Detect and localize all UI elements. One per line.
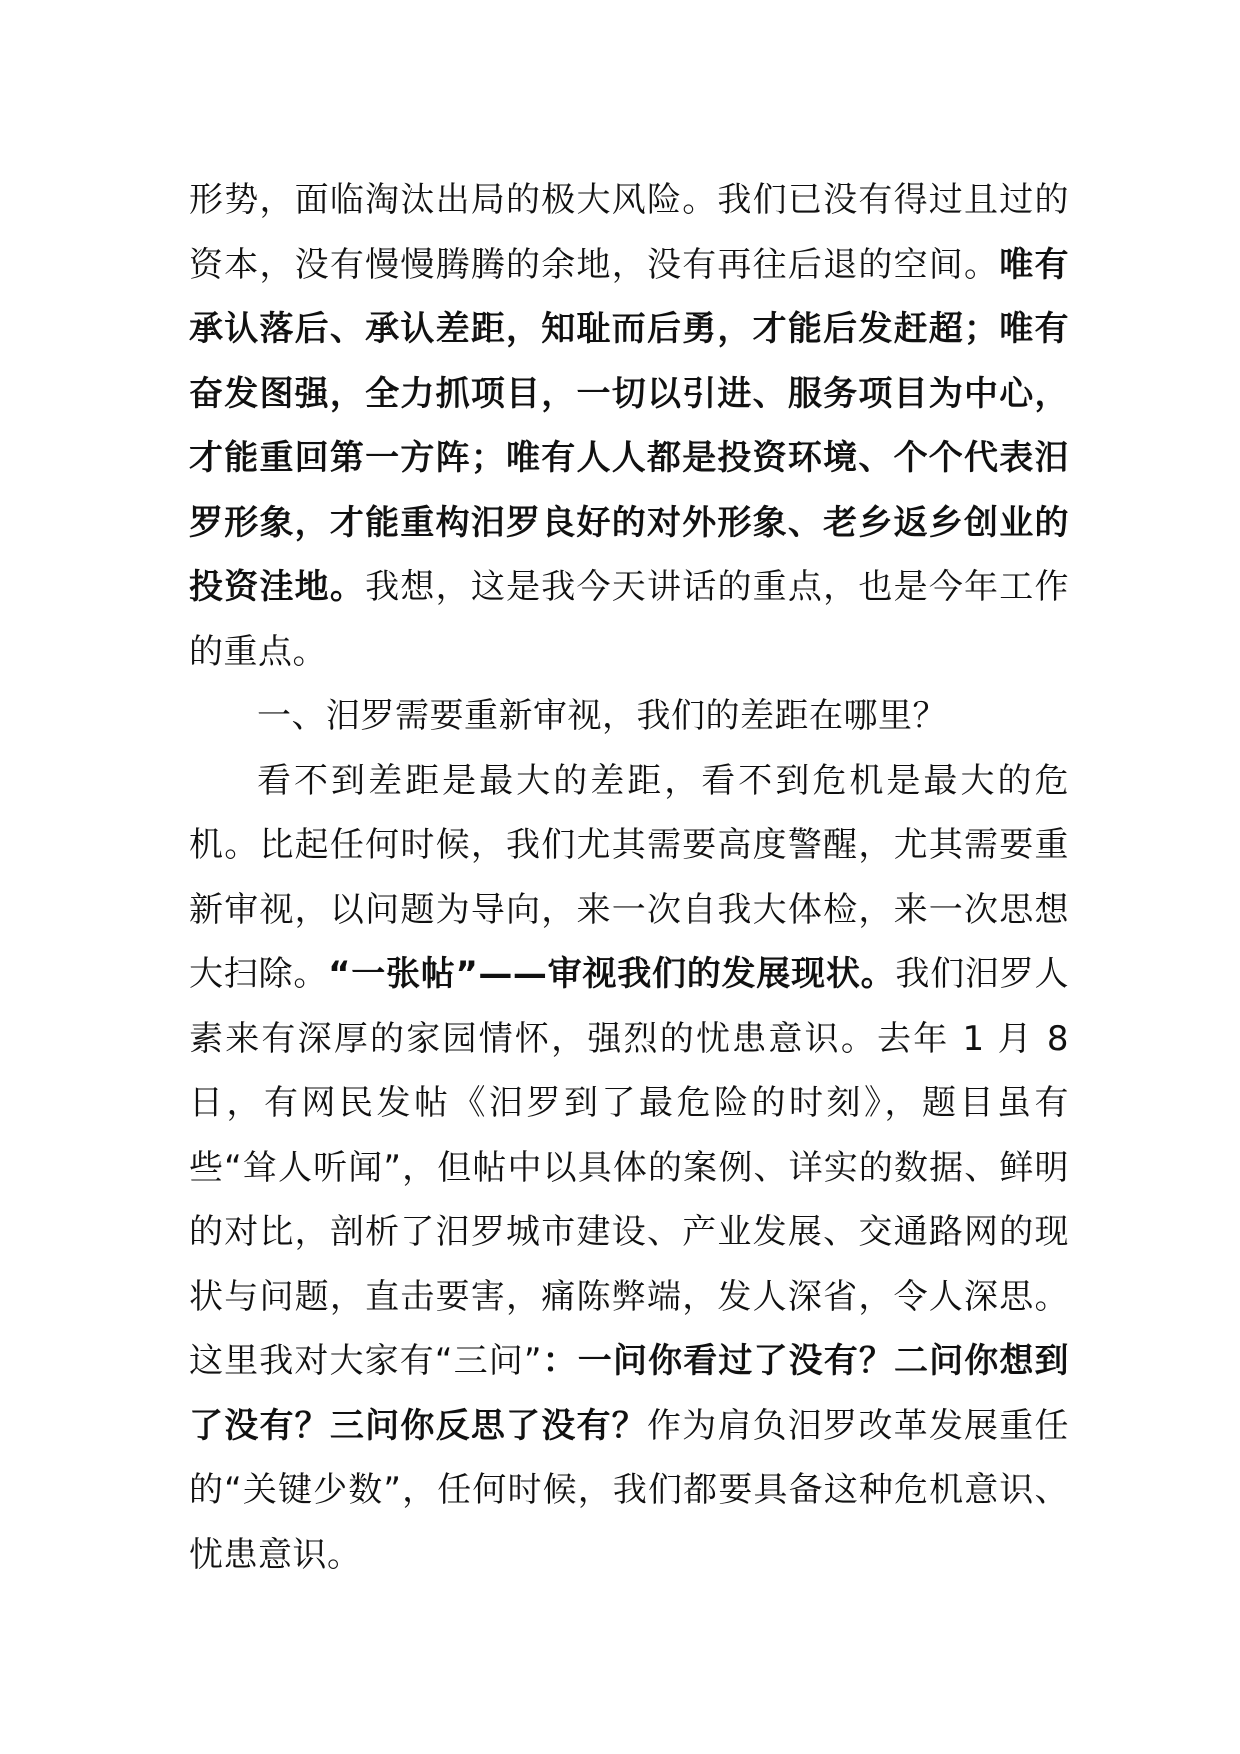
- paragraph: [189, 749, 1069, 1588]
- document-body: [189, 168, 1069, 1587]
- bold-emphasis-text: 唯有承认落后、承认差距，知耻而后勇，才能后发赶超；唯有奋发图强，全力抓项目，一切以引进、服务项目为中心，才能重回第一方阵；唯有人人都是投资环境、个个代表汨罗形象，才能重构汨罗良好的对外形象、老乡返乡创业的投资洼地。: [189, 244, 1070, 607]
- section-heading: 一、汨罗需要重新审视，我们的差距在哪里？: [257, 696, 947, 736]
- bold-emphasis-text: ：一问你看过了没有？二问你想到了没有？三问你反思了没有？: [189, 1341, 1070, 1446]
- paragraph-text: 看不到差距是最大的差距，看不到危机是最大的危机。比起任何时候，我们尤其需要高度警醒，尤其需要重新审视，以问题为导向，来一次自我大体检，来一次思想大扫除。: [189, 760, 1069, 994]
- paragraph-text: 作为肩负汨罗改革发展重任的“关键少数”，任何时候，我们都要具备这种危机意识、忧患意识。: [189, 1405, 1070, 1575]
- bold-emphasis-text: “一张帖”——审视我们的发展现状。: [328, 954, 896, 994]
- paragraph-text: 形势，面临淘汰出局的极大风险。我们已没有得过且过的资本，没有慢慢腾腾的余地，没有再往后退的空间。: [189, 180, 1069, 285]
- paragraph-text: 我想，这是我今天讲话的重点，也是今年工作的重点。: [189, 567, 1070, 672]
- paragraph-continuation: [189, 168, 1069, 684]
- paragraph-text: 我们汨罗人素来有深厚的家园情怀，强烈的忧患意识。去年 1 月 8 日，有网民发帖《汨罗到了最危险的时刻》，题目虽有些“耸人听闻”，但帖中以具体的案例、详实的数据、鲜明的对比，剖析了汨罗城市建设、产业发展、交通路网的现状与问题，直击要害，痛陈弊端，发人深省，令人深思。这里我对大家有“三问”: [189, 954, 1070, 1381]
